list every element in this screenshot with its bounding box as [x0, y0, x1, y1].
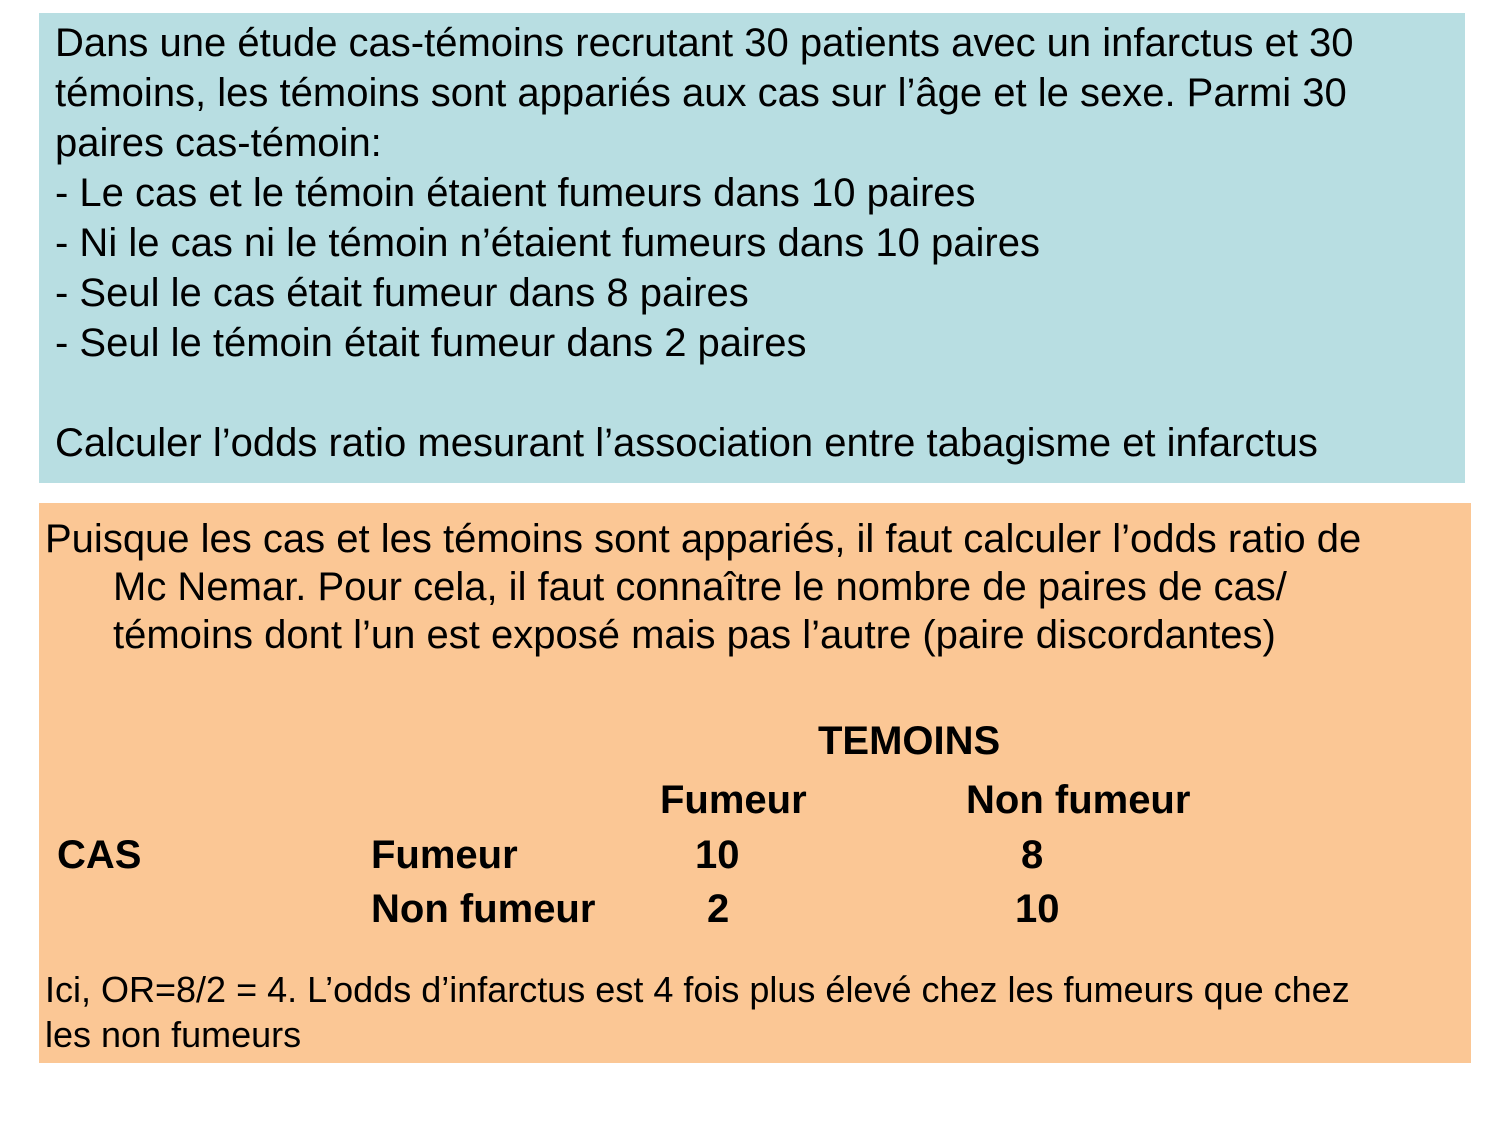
question-line: - Seul le cas était fumeur dans 8 paires: [55, 271, 749, 315]
table-cell-value: 10: [1015, 887, 1060, 931]
table-row-label: Non fumeur: [371, 887, 596, 931]
table-column-group-header: TEMOINS: [818, 719, 1001, 763]
table-cell-value: 8: [1021, 833, 1044, 877]
conclusion-line: les non fumeurs: [45, 1014, 302, 1055]
table-cell-value: 2: [707, 887, 730, 931]
question-line: Dans une étude cas-témoins recrutant 30 patients avec un infarctus et 30: [55, 21, 1354, 65]
intro-line: Mc Nemar. Pour cela, il faut connaître le nombre de paires de cas/: [113, 565, 1287, 609]
table-row-label: Fumeur: [371, 833, 518, 877]
question-line: - Le cas et le témoin étaient fumeurs dans 10 paires: [55, 171, 976, 215]
table-col-header-non-fumeur: Non fumeur: [966, 778, 1191, 822]
intro-line: témoins dont l’un est exposé mais pas l’autre (paire discordantes): [113, 613, 1276, 657]
table-row-group-header: CAS: [57, 833, 142, 877]
conclusion-paragraph: [45, 967, 1469, 1057]
table-col-header-fumeur: Fumeur: [660, 778, 807, 822]
conclusion-line: Ici, OR=8/2 = 4. L’odds d’infarctus est 4 fois plus élevé chez les fumeurs que chez: [45, 969, 1350, 1010]
question-line: - Ni le cas ni le témoin n’étaient fumeurs dans 10 paires: [55, 221, 1040, 265]
intro-line: Puisque les cas et les témoins sont appariés, il faut calculer l’odds ratio de: [45, 517, 1362, 561]
question-box: [39, 13, 1465, 483]
answer-box: [39, 503, 1471, 1063]
question-line: - Seul le témoin était fumeur dans 2 paires: [55, 321, 807, 365]
question-spacer-line: [55, 368, 1455, 418]
question-line: paires cas-témoin:: [55, 121, 382, 165]
question-line: témoins, les témoins sont appariés aux cas sur l’âge et le sexe. Parmi 30: [55, 71, 1347, 115]
question-line: Calculer l’odds ratio mesurant l’association entre tabagisme et infarctus: [55, 421, 1318, 465]
table-cell-value: 10: [695, 833, 740, 877]
